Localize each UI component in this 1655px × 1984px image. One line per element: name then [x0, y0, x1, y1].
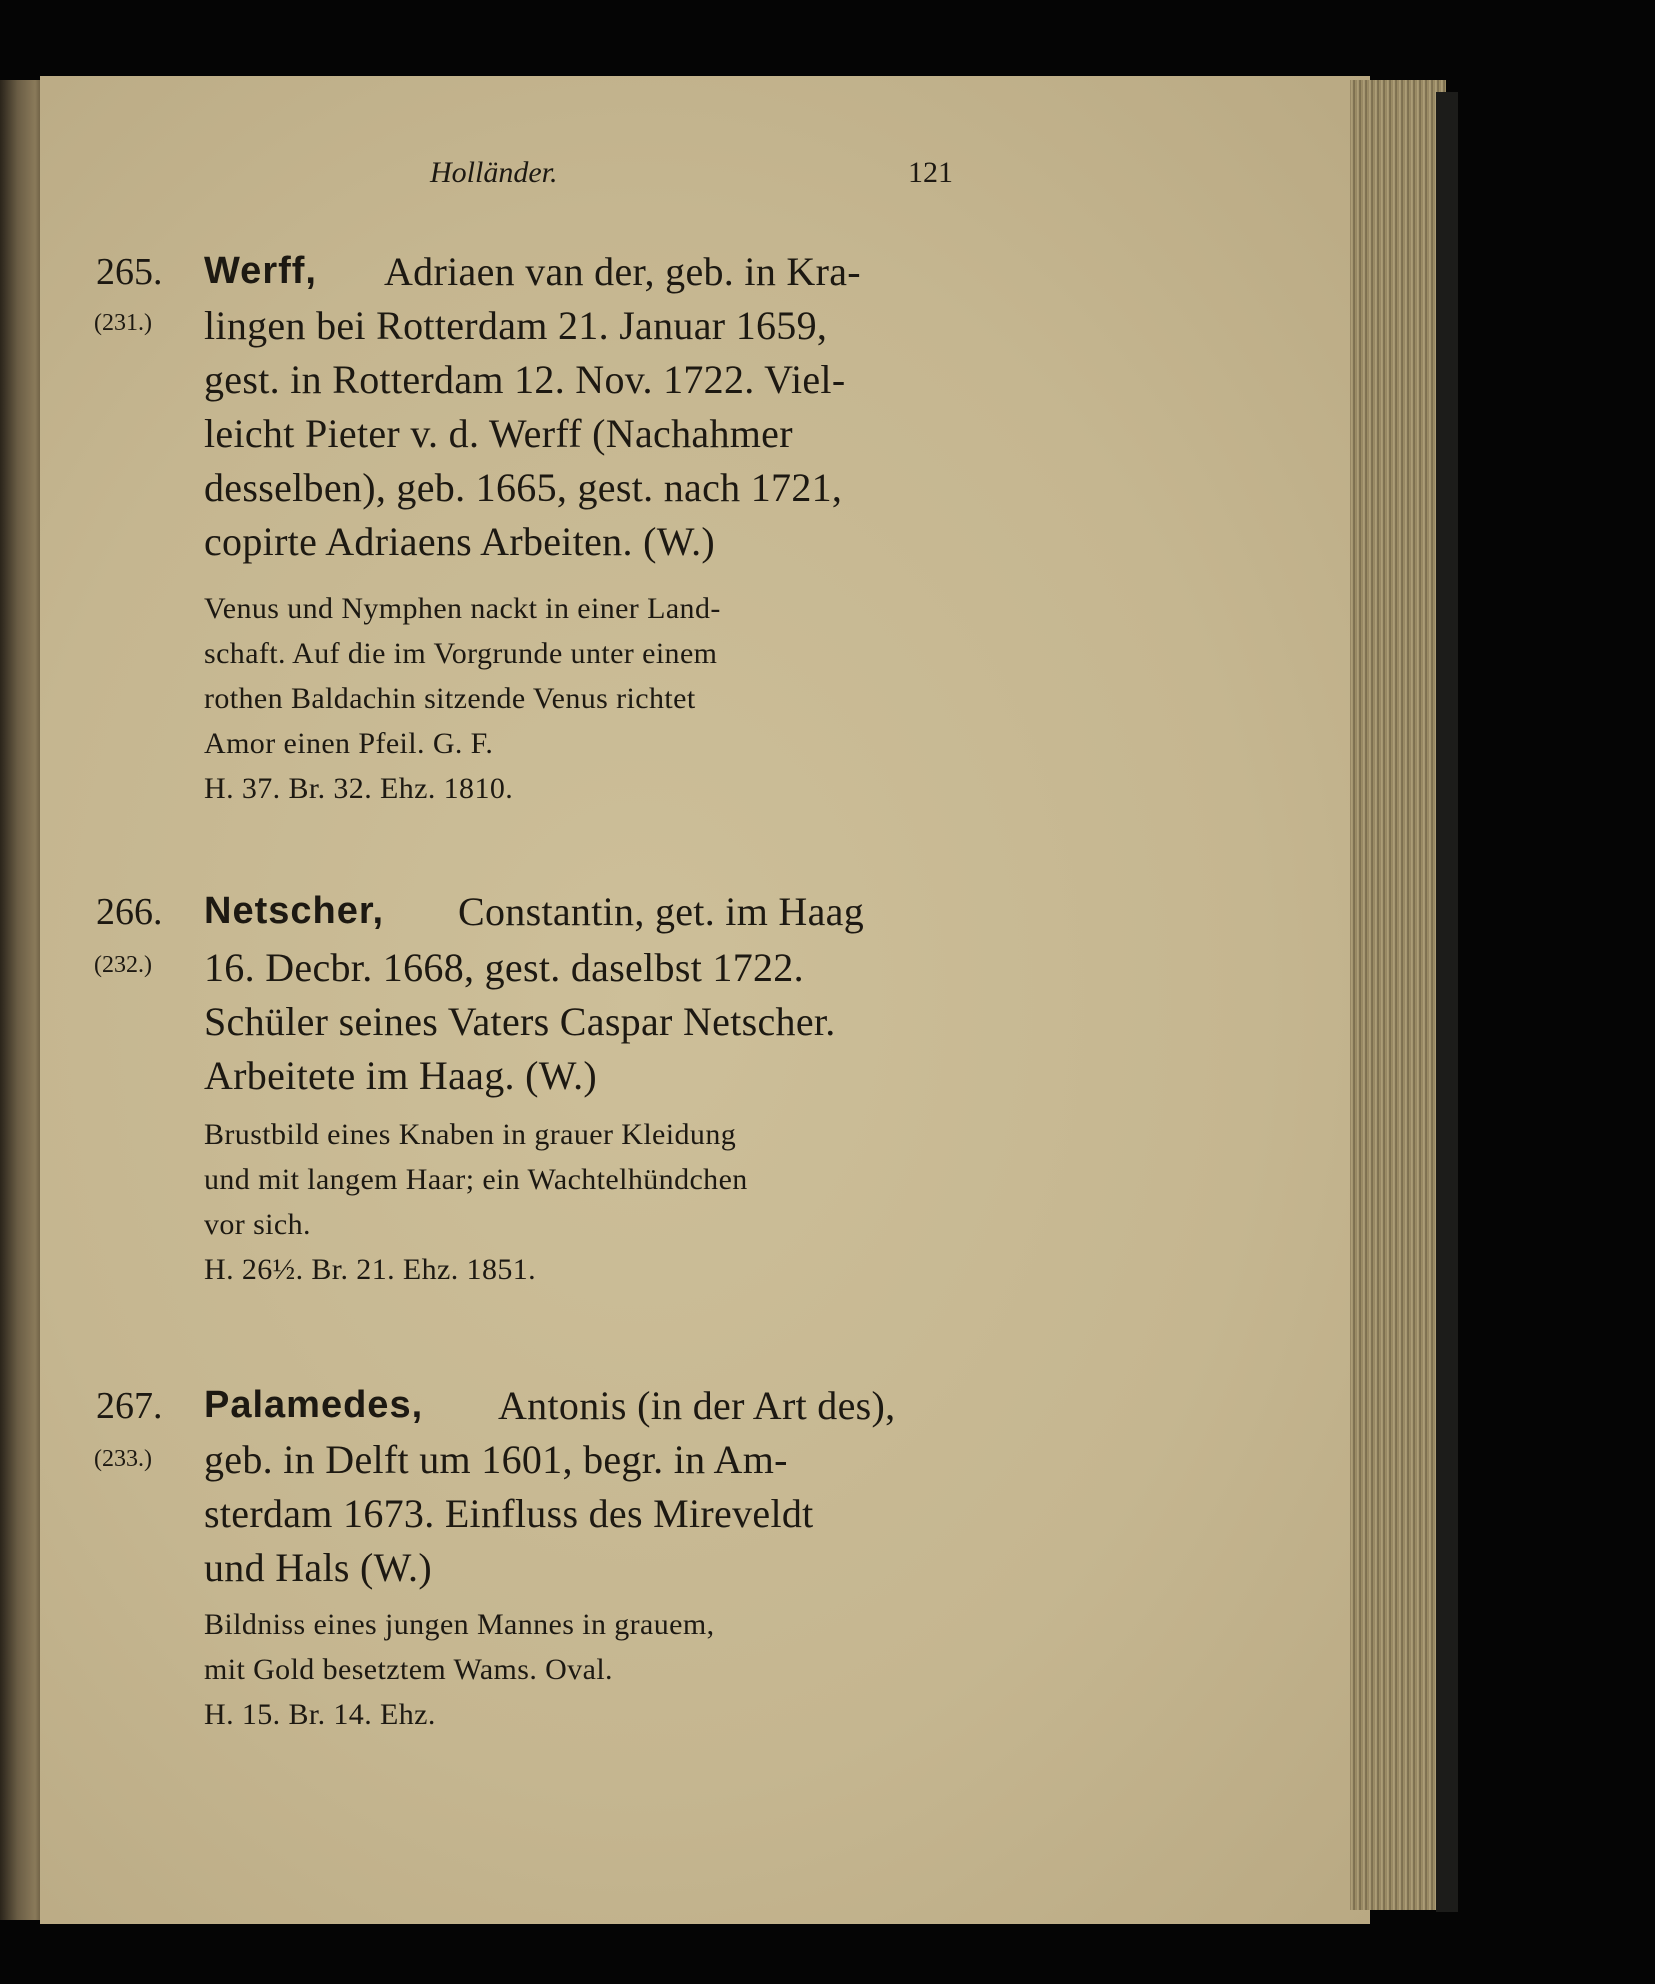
- dimensions-line: H. 15. Br. 14. Ehz.: [204, 1698, 436, 1731]
- entry-number: 267.: [96, 1385, 163, 1427]
- dimensions-line: H. 26½. Br. 21. Ehz. 1851.: [204, 1253, 537, 1286]
- entry-number: 265.: [96, 251, 163, 293]
- entry-old-number: (233.): [94, 1446, 152, 1472]
- entry-old-number: (231.): [94, 310, 152, 336]
- entry-text-line: Constantin, get. im Haag: [458, 889, 865, 934]
- running-header-title: Holländer.: [430, 156, 558, 189]
- entry-text-line: lingen bei Rotterdam 21. Januar 1659,: [204, 303, 828, 348]
- entry-text-line: sterdam 1673. Einfluss des Mireveldt: [204, 1491, 814, 1536]
- description-line: Bildniss eines jungen Mannes in grauem,: [204, 1608, 715, 1641]
- description-line: Brustbild eines Knaben in grauer Kleidung: [204, 1118, 737, 1151]
- artist-name: Werff,: [204, 250, 317, 292]
- entry-text-line: Schüler seines Vaters Caspar Netscher.: [204, 999, 836, 1044]
- page-number: 121: [908, 156, 953, 189]
- description-line: Amor einen Pfeil. G. F.: [204, 727, 494, 760]
- entry-text-line: leicht Pieter v. d. Werff (Nachahmer: [204, 411, 793, 456]
- entry-text-line: gest. in Rotterdam 12. Nov. 1722. Viel-: [204, 357, 846, 402]
- entry-text-line: und Hals (W.): [204, 1545, 432, 1590]
- entry-text-line: 16. Decbr. 1668, gest. daselbst 1722.: [204, 945, 804, 990]
- entry-text-line: Arbeitete im Haag. (W.): [204, 1053, 598, 1098]
- description-line: schaft. Auf die im Vorgrunde unter einem: [204, 637, 718, 670]
- description-line: und mit langem Haar; ein Wachtelhündchen: [204, 1163, 748, 1196]
- description-line: vor sich.: [204, 1208, 311, 1241]
- entry-text-line: desselben), geb. 1665, gest. nach 1721,: [204, 465, 843, 510]
- entry-text-line: copirte Adriaens Arbeiten. (W.): [204, 519, 715, 564]
- entry-old-number: (232.): [94, 952, 152, 978]
- entry-text-line: Antonis (in der Art des),: [498, 1383, 896, 1428]
- dimensions-line: H. 37. Br. 32. Ehz. 1810.: [204, 772, 514, 805]
- description-line: rothen Baldachin sitzende Venus richtet: [204, 682, 696, 715]
- entry-text-line: geb. in Delft um 1601, begr. in Am-: [204, 1437, 788, 1482]
- entry-text-line: Adriaen van der, geb. in Kra-: [384, 249, 861, 294]
- entry-number: 266.: [96, 891, 163, 933]
- description-line: Venus und Nymphen nackt in einer Land-: [204, 592, 721, 625]
- artist-name: Palamedes,: [204, 1384, 424, 1426]
- description-line: mit Gold besetztem Wams. Oval.: [204, 1653, 613, 1686]
- artist-name: Netscher,: [204, 890, 385, 932]
